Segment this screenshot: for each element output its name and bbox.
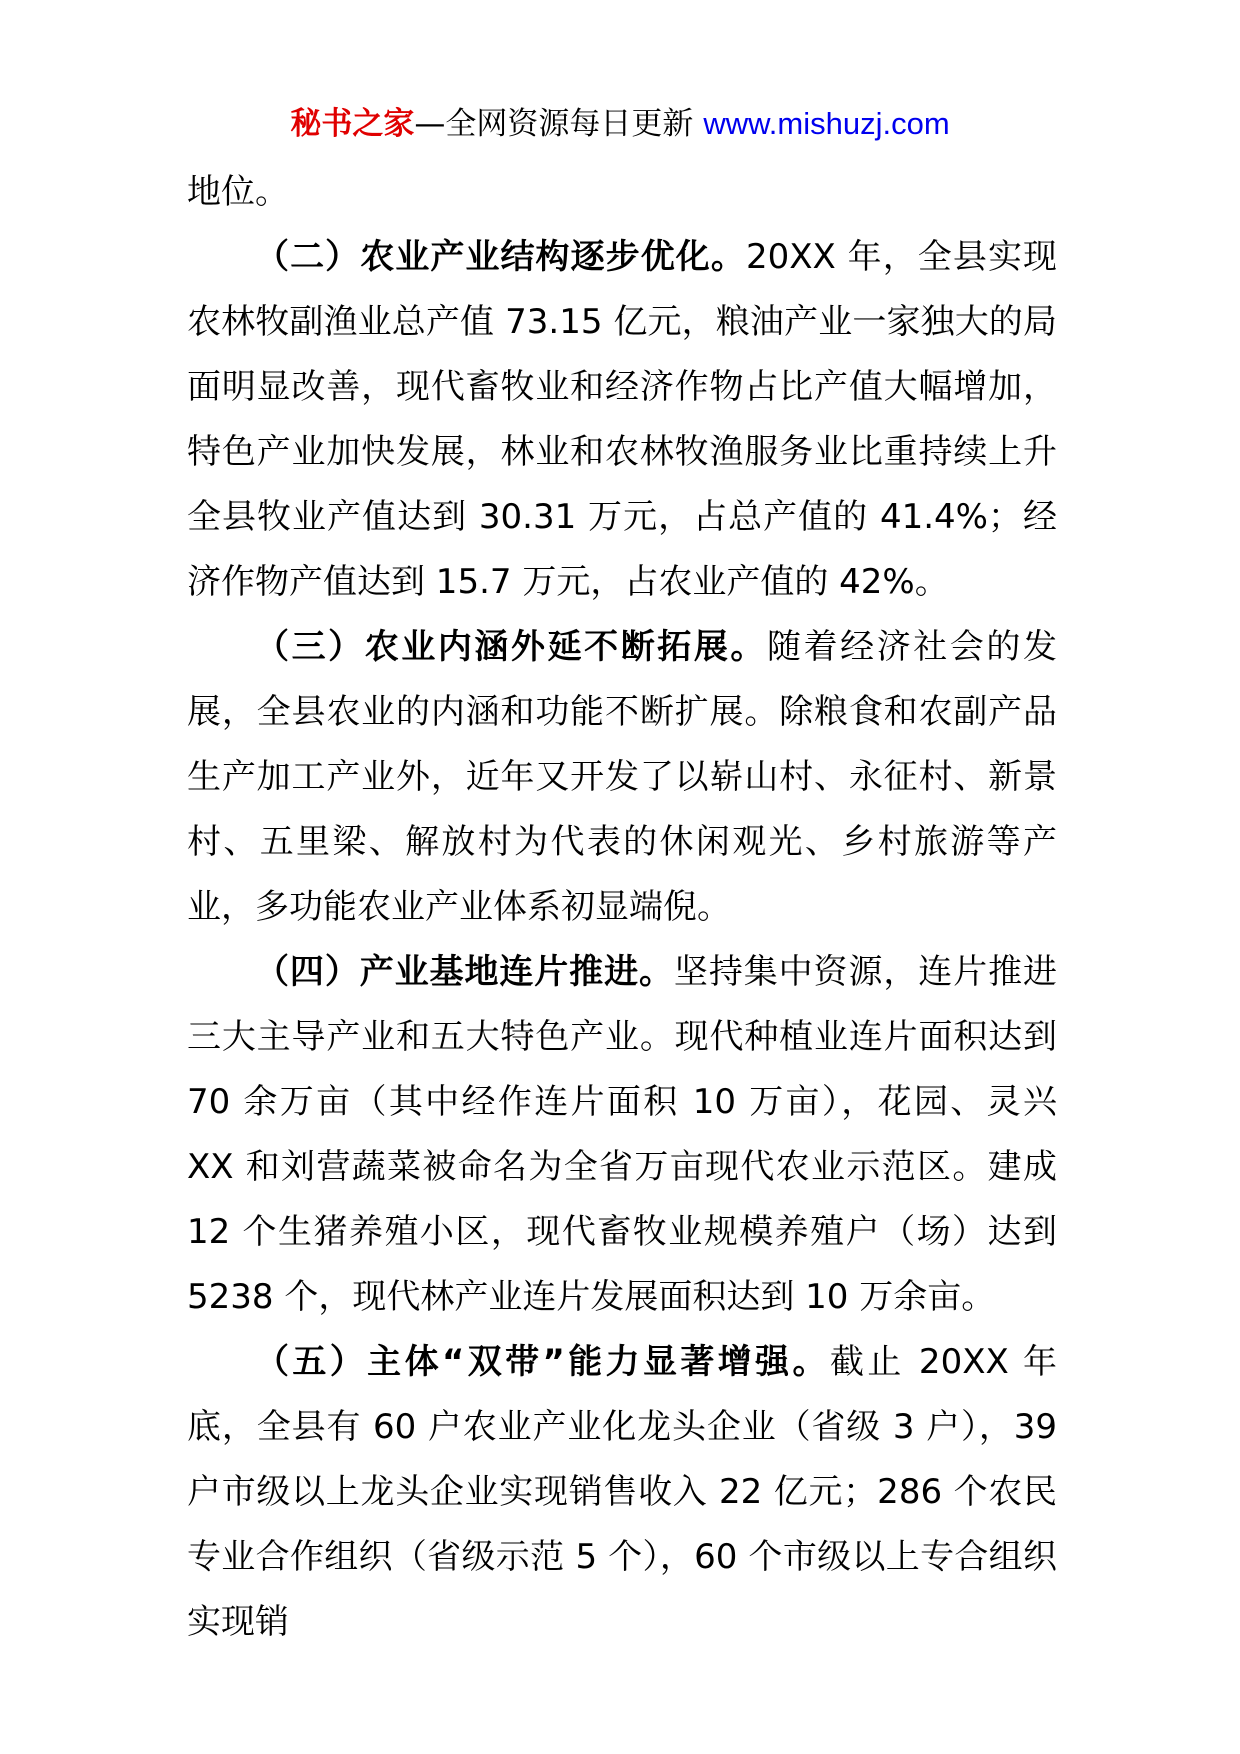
paragraph-body: 20XX 年，全县实现农林牧副渔业总产值 73.15 亿元，粮油产业一家独大的局面明显改善，现代畜牧业和经济作物占比产值大幅增加，特色产业加快发展，林业和农林牧渔服务业比重持续上升全县牧业产值达到 30.31 万元，占总产值的 41.4%；经济作物产值达到 15.7 万元，占农业产值的 42%。	[187, 237, 1058, 602]
brand-slogan: —全网资源每日更新	[414, 106, 694, 142]
section-heading: （三）农业内涵外延不断拓展。	[255, 627, 767, 667]
brand-name: 秘书之家	[290, 106, 415, 142]
paragraph-section-2	[187, 225, 1057, 615]
section-heading: （二）农业产业结构逐步优化。	[255, 237, 746, 277]
paragraph-body: 截止 20XX 年底，全县有 60 户农业产业化龙头企业（省级 3 户），39 户市级以上龙头企业实现销售收入 22 亿元；286 个农民专业合作组织（省级示范 5 个），60 个市级以上专合组织实现销	[187, 1342, 1057, 1642]
site-url-link[interactable]: www.mishuzj.com	[703, 106, 950, 141]
paragraph-section-4	[187, 940, 1057, 1330]
paragraph-section-5	[187, 1330, 1057, 1655]
section-heading: （四）产业基地连片推进。	[255, 952, 674, 992]
paragraph-section-3	[187, 615, 1057, 940]
section-heading: （五）主体“双带”能力显著增强。	[255, 1342, 830, 1382]
site-header	[0, 104, 1240, 144]
paragraph-continuation	[187, 160, 1057, 225]
document-body	[187, 160, 1057, 1655]
paragraph-body: 地位。	[187, 172, 289, 212]
paragraph-body: 坚持集中资源，连片推进三大主导产业和五大特色产业。现代种植业连片面积达到 70 余万亩（其中经作连片面积 10 万亩），花园、灵兴 XX 和刘营蔬菜被命名为全省万亩现代农业示范区。建成 12 个生猪养殖小区，现代畜牧业规模养殖户（场）达到 5238 个，现代林产业连片发展面积达到 10 万余亩。	[187, 952, 1058, 1317]
paragraph-body: 随着经济社会的发展，全县农业的内涵和功能不断扩展。除粮食和农副产品生产加工产业外，近年又开发了以崭山村、永征村、新景村、五里梁、解放村为代表的休闲观光、乡村旅游等产业，多功能农业产业体系初显端倪。	[187, 627, 1057, 927]
